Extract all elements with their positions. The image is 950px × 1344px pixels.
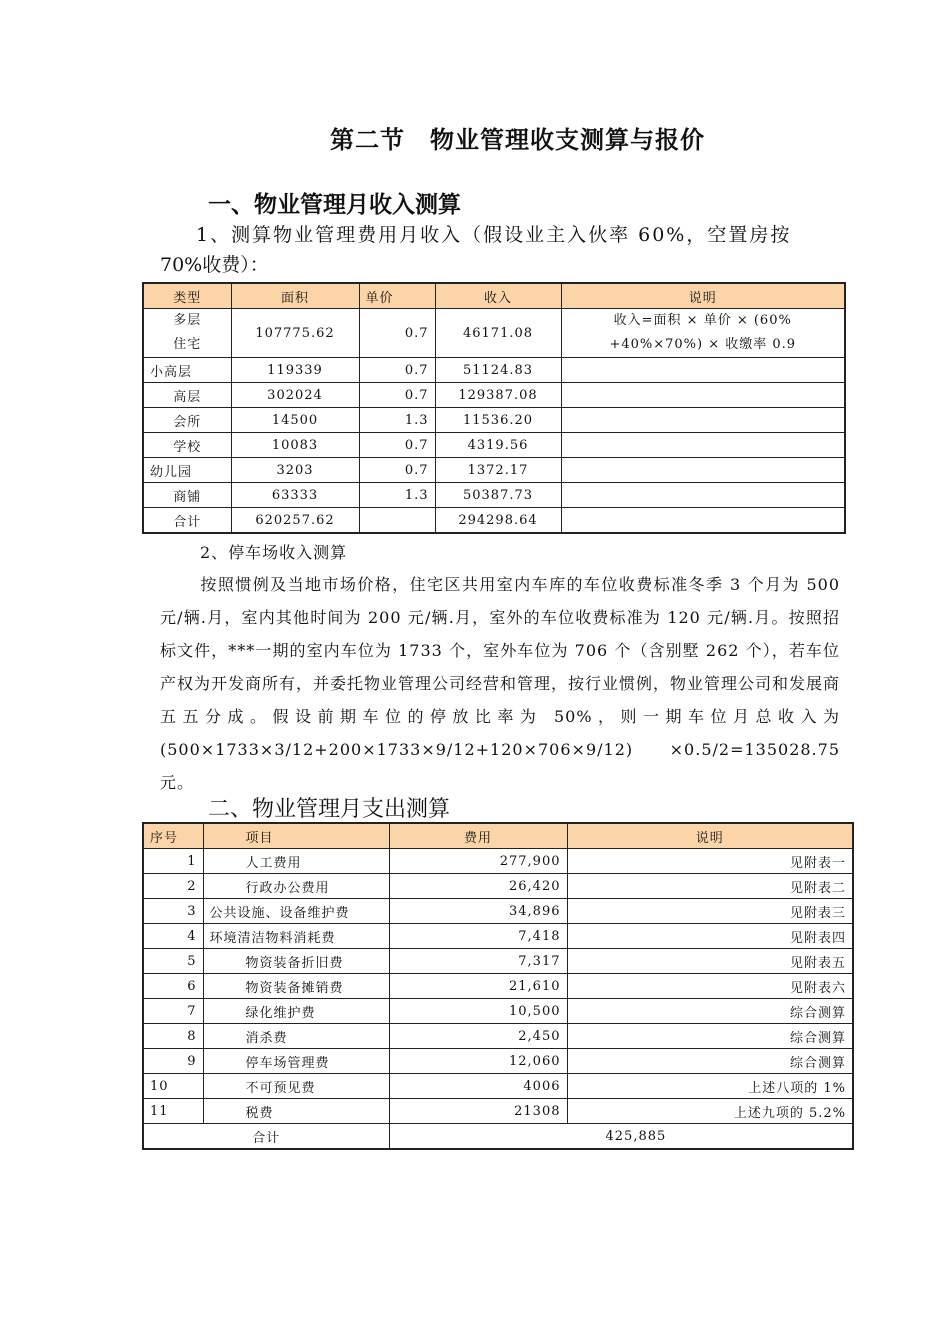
cell-note <box>561 433 845 458</box>
expense-table <box>142 822 854 1150</box>
header-cost: 费用 <box>389 823 567 849</box>
income-heading: 一、物业管理月收入测算 <box>208 192 461 218</box>
cell-price: 0.7 <box>359 433 435 458</box>
cell-price: 1.3 <box>359 408 435 433</box>
header-note: 说明 <box>561 283 845 309</box>
cell-income: 11536.20 <box>435 408 561 433</box>
cell-income: 294298.64 <box>435 508 561 534</box>
table-row <box>143 433 845 458</box>
header-no: 序号 <box>143 823 203 849</box>
cell-price: 0.7 <box>359 383 435 408</box>
table-row <box>143 874 853 899</box>
cell-no: 5 <box>143 949 203 974</box>
cell-cost: 34,896 <box>389 899 567 924</box>
header-type: 类型 <box>143 283 231 309</box>
cell-no: 8 <box>143 1024 203 1049</box>
cell-note <box>561 408 845 433</box>
cell-income: 1372.17 <box>435 458 561 483</box>
cell-item: 税费 <box>203 1099 389 1124</box>
cell-note: 见附表六 <box>567 974 853 999</box>
cell-no: 10 <box>143 1074 203 1099</box>
cell-item: 环境清洁物料消耗费 <box>203 924 389 949</box>
cell-cost: 21,610 <box>389 974 567 999</box>
income-table <box>142 282 846 534</box>
cell-type: 高层 <box>143 383 231 408</box>
cell-type: 小高层 <box>143 358 231 383</box>
table-row <box>143 1049 853 1074</box>
cell-price: 0.7 <box>359 458 435 483</box>
table-row-total <box>143 1124 853 1150</box>
cell-item: 物资装备摊销费 <box>203 974 389 999</box>
cell-note: 见附表一 <box>567 849 853 874</box>
header-price: 单价 <box>359 283 435 309</box>
table-row <box>143 999 853 1024</box>
cell-note <box>561 383 845 408</box>
cell-note: 见附表四 <box>567 924 853 949</box>
cell-income: 50387.73 <box>435 483 561 508</box>
cell-item: 人工费用 <box>203 849 389 874</box>
table-row <box>143 383 845 408</box>
cell-area: 63333 <box>231 483 359 508</box>
cell-note: 见附表三 <box>567 899 853 924</box>
income-table-header <box>143 283 845 309</box>
table-row <box>143 1074 853 1099</box>
cell-note: 综合测算 <box>567 999 853 1024</box>
cell-price: 1.3 <box>359 483 435 508</box>
cell-type: 合计 <box>143 508 231 534</box>
cell-item: 不可预见费 <box>203 1074 389 1099</box>
cell-note <box>561 458 845 483</box>
income-intro <box>160 220 850 280</box>
cell-income: 46171.08 <box>435 309 561 358</box>
cell-cost: 277,900 <box>389 849 567 874</box>
parking-title: 2、停车场收入测算 <box>200 543 348 562</box>
cell-no: 9 <box>143 1049 203 1074</box>
table-row <box>143 849 853 874</box>
cell-type: 商铺 <box>143 483 231 508</box>
cell-area: 14500 <box>231 408 359 433</box>
cell-no: 4 <box>143 924 203 949</box>
cell-note <box>561 309 845 358</box>
table-row <box>143 483 845 508</box>
cell-type: 幼儿园 <box>143 458 231 483</box>
income-intro-line1: 1、测算物业管理费用月收入（假设业主入伙率 60%，空置房按 <box>196 224 792 246</box>
cell-no: 11 <box>143 1099 203 1124</box>
cell-income: 51124.83 <box>435 358 561 383</box>
page-title: 第二节 物业管理收支测算与报价 <box>330 126 705 154</box>
cell-cost: 26,420 <box>389 874 567 899</box>
cell-item: 公共设施、设备维护费 <box>203 899 389 924</box>
cell-income: 129387.08 <box>435 383 561 408</box>
cell-area: 10083 <box>231 433 359 458</box>
table-row <box>143 974 853 999</box>
cell-price: 0.7 <box>359 358 435 383</box>
cell-note-line2: +40%×70%) × 收缴率 0.9 <box>609 337 797 352</box>
cell-no: 3 <box>143 899 203 924</box>
cell-no: 1 <box>143 849 203 874</box>
cell-type-line2: 住宅 <box>173 337 202 352</box>
cell-item: 停车场管理费 <box>203 1049 389 1074</box>
header-income: 收入 <box>435 283 561 309</box>
table-row <box>143 309 845 358</box>
cell-no: 2 <box>143 874 203 899</box>
cell-area: 119339 <box>231 358 359 383</box>
cell-item: 绿化维护费 <box>203 999 389 1024</box>
cell-type-line1: 多层 <box>173 313 202 328</box>
cell-no: 7 <box>143 999 203 1024</box>
table-row <box>143 458 845 483</box>
cell-type: 学校 <box>143 433 231 458</box>
cell-area: 107775.62 <box>231 309 359 358</box>
cell-cost: 21308 <box>389 1099 567 1124</box>
cell-note <box>561 483 845 508</box>
table-row <box>143 1099 853 1124</box>
cell-note: 上述九项的 5.2% <box>567 1099 853 1124</box>
cell-type: 会所 <box>143 408 231 433</box>
table-row <box>143 408 845 433</box>
cell-no: 6 <box>143 974 203 999</box>
header-note: 说明 <box>567 823 853 849</box>
table-row <box>143 949 853 974</box>
parking-text <box>160 568 840 799</box>
cell-note-line1: 收入=面积 × 单价 × (60% <box>613 313 792 328</box>
cell-cost: 2,450 <box>389 1024 567 1049</box>
cell-price: 0.7 <box>359 309 435 358</box>
cell-price <box>359 508 435 534</box>
table-row-total <box>143 508 845 534</box>
cell-type <box>143 309 231 358</box>
table-row <box>143 358 845 383</box>
parking-text-body: 按照惯例及当地市场价格，住宅区共用室内车库的车位收费标准冬季 3 个月为 500 元/辆.月，室内其他时间为 200 元/辆.月，室外的车位收费标准为 120 元/辆.月。按照招标文件，***一期的室内车位为 1733 个，室外车位为 706 个（含别墅 262 个），若车位产权为开发商所有，并委托物业管理公司经营和管理，按行业惯例，物业管理公司和发展商五五分成。假设前期车位的停放比率为 50%，则一期车位月总收入为 (500×1733×3/12+200×1733×9/12+120×706×9/12) ×0.5/2=135028.75 元。 <box>160 575 841 792</box>
cell-cost: 10,500 <box>389 999 567 1024</box>
cell-item: 物资装备折旧费 <box>203 949 389 974</box>
expense-table-header <box>143 823 853 849</box>
cell-note: 综合测算 <box>567 1024 853 1049</box>
cell-note <box>561 508 845 534</box>
cell-note: 见附表二 <box>567 874 853 899</box>
cell-area: 302024 <box>231 383 359 408</box>
header-item: 项目 <box>203 823 389 849</box>
cell-note: 上述八项的 1% <box>567 1074 853 1099</box>
header-area: 面积 <box>231 283 359 309</box>
cell-note <box>561 358 845 383</box>
table-row <box>143 899 853 924</box>
cell-area: 620257.62 <box>231 508 359 534</box>
cell-income: 4319.56 <box>435 433 561 458</box>
cell-total-value: 425,885 <box>389 1124 853 1150</box>
cell-note: 综合测算 <box>567 1049 853 1074</box>
cell-item: 行政办公费用 <box>203 874 389 899</box>
table-row <box>143 924 853 949</box>
expense-heading: 二、物业管理月支出测算 <box>208 797 451 822</box>
income-intro-line2: 70%收费）： <box>160 254 269 276</box>
cell-cost: 4006 <box>389 1074 567 1099</box>
table-row <box>143 1024 853 1049</box>
cell-area: 3203 <box>231 458 359 483</box>
cell-total-label: 合计 <box>143 1124 389 1150</box>
cell-cost: 12,060 <box>389 1049 567 1074</box>
cell-cost: 7,418 <box>389 924 567 949</box>
cell-cost: 7,317 <box>389 949 567 974</box>
cell-note: 见附表五 <box>567 949 853 974</box>
cell-item: 消杀费 <box>203 1024 389 1049</box>
